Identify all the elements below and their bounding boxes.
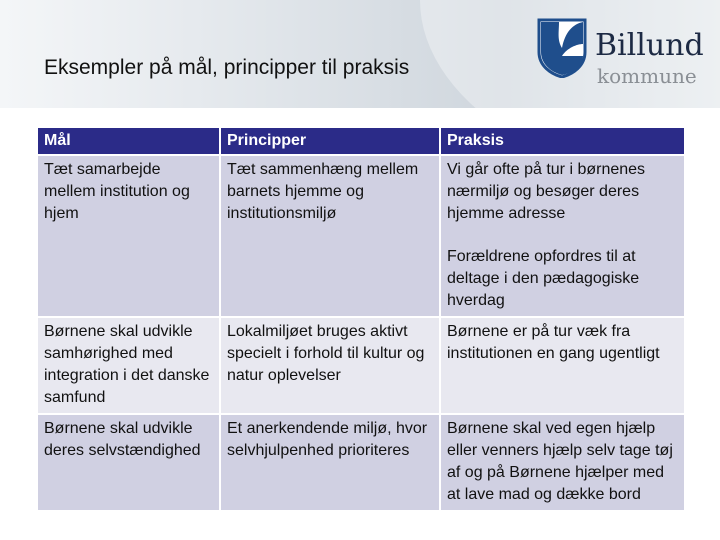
table-row bbox=[38, 156, 684, 316]
cell-praksis bbox=[441, 156, 684, 316]
slide-title: Eksempler på mål, principper til praksis bbox=[44, 56, 410, 79]
goals-table bbox=[36, 126, 686, 512]
praksis-text: Vi går ofte på tur i børnenes nærmiljø og besøger deres hjemme adresse bbox=[447, 161, 646, 222]
cell-principper: Lokalmiljøet bruges aktivt specielt i forhold til kultur og natur oplevelser bbox=[221, 318, 439, 413]
table-row bbox=[38, 318, 684, 413]
header-principper: Principper bbox=[221, 128, 439, 154]
logo-name: Billund bbox=[595, 28, 704, 63]
cell-maal: Børnene skal udvikle samhørighed med integration i det danske samfund bbox=[38, 318, 219, 413]
praksis-text: Forældrene opfordres til at deltage i den pædagogiske hverdag bbox=[447, 248, 640, 309]
billund-shield-logo-icon bbox=[537, 18, 587, 78]
logo-subtitle: kommune bbox=[597, 64, 697, 88]
cell-praksis bbox=[441, 415, 684, 510]
cell-principper: Tæt sammenhæng mellem barnets hjemme og institutionsmiljø bbox=[221, 156, 439, 316]
cell-praksis bbox=[441, 318, 684, 413]
praksis-text: Børnene skal ved egen hjælp eller venners hjælp selv tage tøj af og på Børnene hjælper med at lave mad og dække bord bbox=[447, 420, 673, 503]
header-praksis: Praksis bbox=[441, 128, 684, 154]
table-header-row bbox=[38, 128, 684, 154]
praksis-text: Børnene er på tur væk fra institutionen en gang ugentligt bbox=[447, 323, 660, 362]
cell-maal: Børnene skal udvikle deres selvstændighed bbox=[38, 415, 219, 510]
cell-principper: Et anerkendende miljø, hvor selvhjulpenhed prioriteres bbox=[221, 415, 439, 510]
table-row bbox=[38, 415, 684, 510]
header-maal: Mål bbox=[38, 128, 219, 154]
cell-maal: Tæt samarbejde mellem institution og hjem bbox=[38, 156, 219, 316]
